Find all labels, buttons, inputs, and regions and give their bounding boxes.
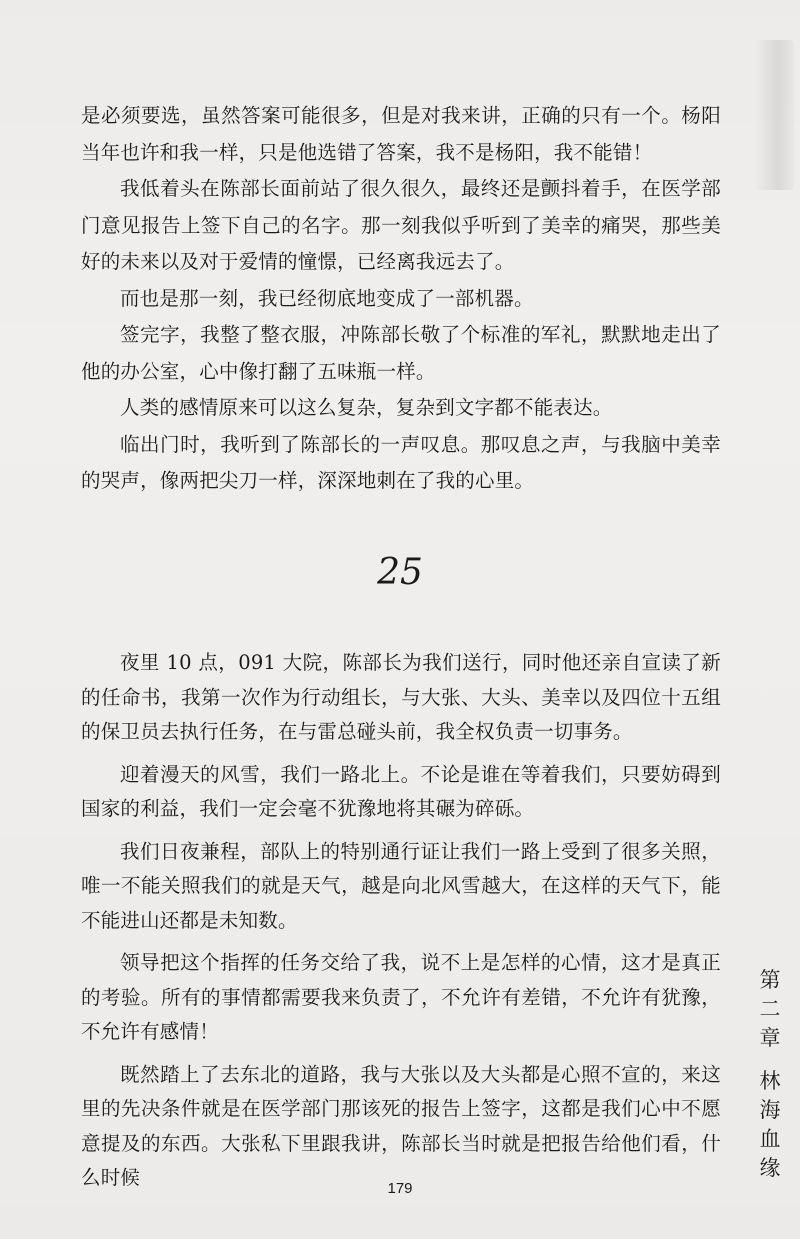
section-number: 25 xyxy=(377,552,423,593)
paragraph: 我们日夜兼程，部队上的特别通行证让我们一路上受到了很多关照，唯一不能关照我们的就是天气，越是向北风雪越大，在这样的天气下，能不能进山还都是未知数。 xyxy=(81,839,721,932)
paragraph: 既然踏上了去东北的道路，我与大张以及大头都是心照不宣的，来这里的先决条件就是在医学部门那该死的报告上签字，这都是我们心中不愿意提及的东西。大张私下里跟我讲，陈部长当时就是把报告给他们看，什么时候 xyxy=(81,1062,721,1189)
paragraph: 是必须要选，虽然答案可能很多，但是对我来讲，正确的只有一个。杨阳当年也许和我一样，只是他选错了答案，我不是杨阳，我不能错！ xyxy=(81,104,721,164)
bleed-through-mark xyxy=(754,40,794,190)
paragraph: 签完字，我整了整衣服，冲陈部长敬了个标准的军礼，默默地走出了他的办公室，心中像打翻了五味瓶一样。 xyxy=(81,323,721,383)
paragraph: 领导把这个指挥的任务交给了我，说不上是怎样的心情，这才是真正的考验。所有的事情都需要我来负责了，不允许有差错，不允许有犹豫，不允许有感情！ xyxy=(81,951,721,1043)
bottom-text-block xyxy=(81,646,721,1196)
paragraph: 迎着漫天的风雪，我们一路北上。不论是谁在等着我们，只要妨碍到国家的利益，我们一定会毫不犹豫地将其碾为碎砾。 xyxy=(81,762,721,820)
chapter-label: 第 二 章 xyxy=(759,968,781,1050)
paragraph: 我低着头在陈部长面前站了很久很久，最终还是颤抖着手，在医学部门意见报告上签下自己的名字。那一刻我似乎听到了美幸的痛哭，那些美好的未来以及对于爱情的憧憬，已经离我远去了。 xyxy=(81,177,721,273)
top-text-block xyxy=(81,98,721,500)
paragraph: 夜里 10 点，091 大院，陈部长为我们送行，同时他还亲自宣读了新的任命书，我第一次作为行动组长，与大张、大头、美幸以及四位十五组的保卫员去执行任务，在与雷总碰头前，我全权负责一切事务。 xyxy=(81,651,721,743)
paragraph: 而也是那一刻，我已经彻底地变成了一部机器。 xyxy=(120,286,534,310)
chapter-side-title xyxy=(754,966,786,1183)
paragraph: 临出门时，我听到了陈部长的一声叹息。那叹息之声，与我脑中美幸的哭声，像两把尖刀一样，深深地刺在了我的心里。 xyxy=(81,432,721,492)
chapter-name: 林 海 血 缘 xyxy=(759,1069,781,1180)
page-number: 179 xyxy=(387,1180,413,1197)
paragraph: 人类的感情原来可以这么复杂，复杂到文字都不能表达。 xyxy=(120,396,613,419)
